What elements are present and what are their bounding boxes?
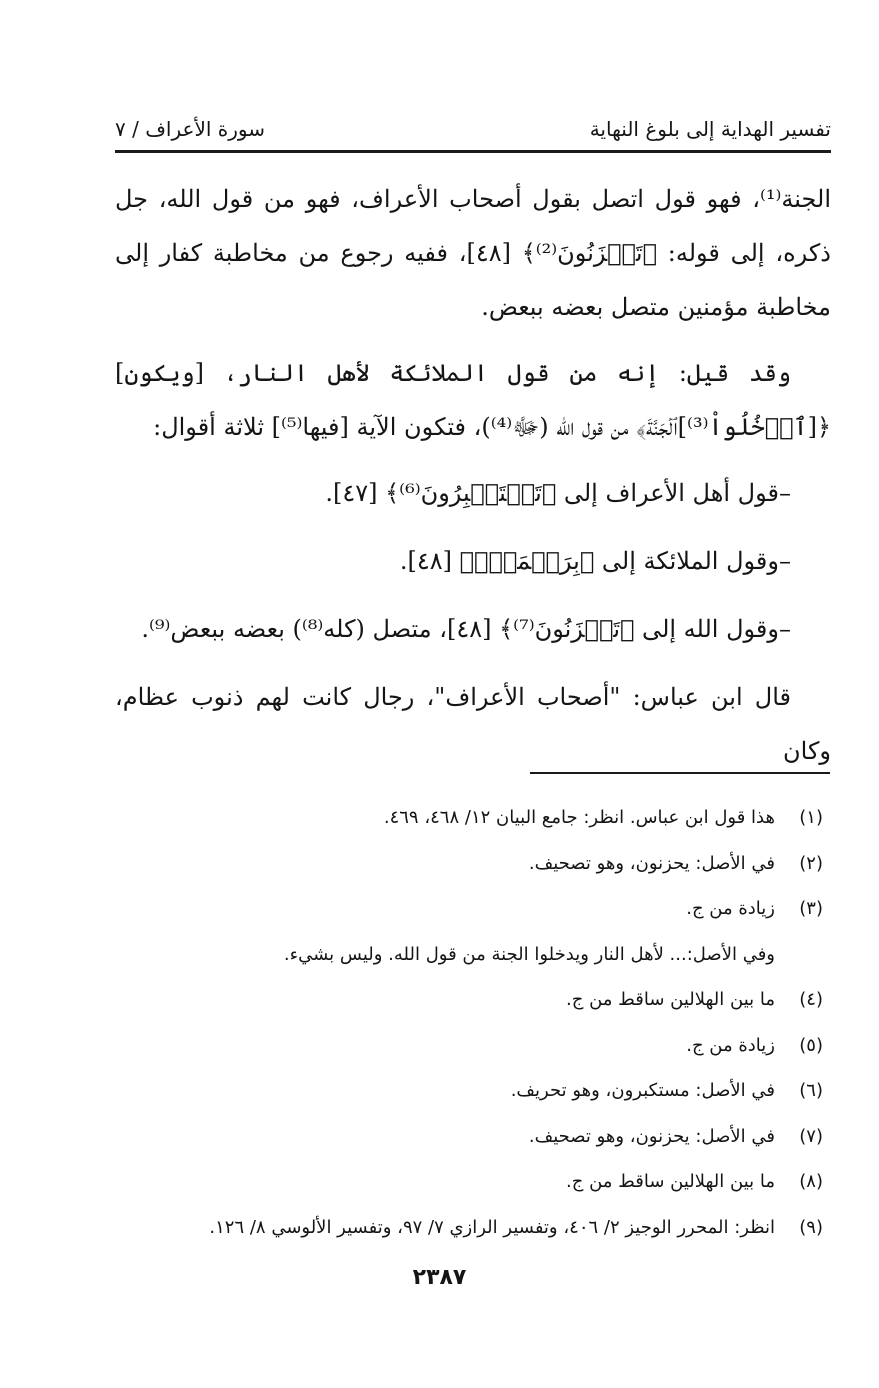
footnote-number: (٧) (799, 1125, 823, 1147)
footnote (115, 795, 831, 841)
footnote-number: (٩) (799, 1216, 823, 1238)
list-item: –قول أهل الأعراف إلى ﴿تَسۡتَكۡبِرُونَ⁽⁶⁾﴾ [٤٧]. (325, 479, 791, 507)
paragraph: الجنة⁽¹⁾، فهو قول اتصل بقول أصحاب الأعراف، فهو من قول الله، جل ذكره، إلى قوله: ﴿تَحۡزَنُونَ⁽²⁾﴾ [٤٨]، ففيه رجوع من مخاطبة كفار إلى مخاطبة مؤمنين متصل بعضه ببعض. (115, 185, 831, 321)
book-title: تفسير الهداية إلى بلوغ النهاية (589, 117, 831, 141)
footnote-number: (٦) (799, 1080, 823, 1101)
footnote-divider (530, 772, 830, 774)
list-item: –وقول الملائكة إلى ﴿بِرَحۡمَةٍۚ﴾ [٤٨]. (399, 547, 791, 575)
list-item: –وقول الله إلى ﴿تَحۡزَنُونَ⁽⁷⁾﴾ [٤٨]، متصل (كله⁽⁸⁾) بعضه ببعض⁽⁹⁾. (141, 615, 791, 643)
footnote-text: ما بين الهلالين ساقط من ج. (566, 989, 775, 1010)
footnote-number: (٣) (799, 898, 823, 919)
closing-paragraph: قال ابن عباس: "أصحاب الأعراف"، رجال كانت لهم ذنوب عظام، وكان (115, 683, 831, 765)
footnote-number: (٤) (799, 989, 823, 1010)
footnote (115, 977, 831, 1023)
paragraph: وقد قيل: إنه من قول الملائكة لأهل النار، [ويكون] ﴿[ٱدۡخُلُواْ⁽³⁾]ٱلۡجَنَّةَ﴾ من قول الله (ﷻ⁽⁴⁾)، فتكون الآية [فيها⁽⁵⁾] ثلاثة أقوال: (115, 359, 831, 441)
footnote (115, 1159, 831, 1205)
running-header (115, 112, 831, 146)
footnote (115, 1023, 831, 1069)
footnote (115, 1068, 831, 1114)
footnote-number: (٥) (799, 1034, 823, 1056)
footnote-text: زيادة من ج. (686, 1034, 775, 1056)
header-divider (115, 150, 831, 153)
footnote-text: ما بين الهلالين ساقط من ج. (566, 1171, 775, 1192)
footnote-text: في الأصل: يحزنون، وهو تصحيف. (528, 852, 775, 874)
footnotes (115, 795, 831, 1250)
footnote (115, 1205, 831, 1251)
footnote-text: في الأصل: مستكبرون، وهو تحريف. (510, 1080, 775, 1101)
footnote-text: انظر: المحرر الوجيز ٢/ ٤٠٦، وتفسير الرازي ٧/ ٩٧، وتفسير الألوسي ٨/ ١٢٦. (209, 1216, 775, 1238)
footnote (115, 886, 831, 932)
footnote-number: (١) (799, 807, 823, 828)
footnote-text: زيادة من ج. (686, 898, 775, 919)
footnote-continuation (115, 932, 831, 978)
footnote (115, 1114, 831, 1160)
footnote-text: هذا قول ابن عباس. انظر: جامع البيان ١٢/ ٤٦٨، ٤٦٩. (383, 807, 775, 828)
footnote-text: في الأصل: يحزنون، وهو تصحيف. (528, 1125, 775, 1147)
footnote-number: (٢) (799, 852, 823, 874)
footnote-number: (٨) (799, 1171, 823, 1192)
footnote (115, 841, 831, 887)
main-text (115, 172, 831, 790)
surah-label: سورة الأعراف / ٧ (115, 117, 266, 141)
footnote-text: وفي الأصل:... لأهل النار ويدخلوا الجنة من قول الله. وليس بشيء. (283, 943, 775, 965)
page-number: ٢٣٨٧ (412, 1265, 467, 1290)
